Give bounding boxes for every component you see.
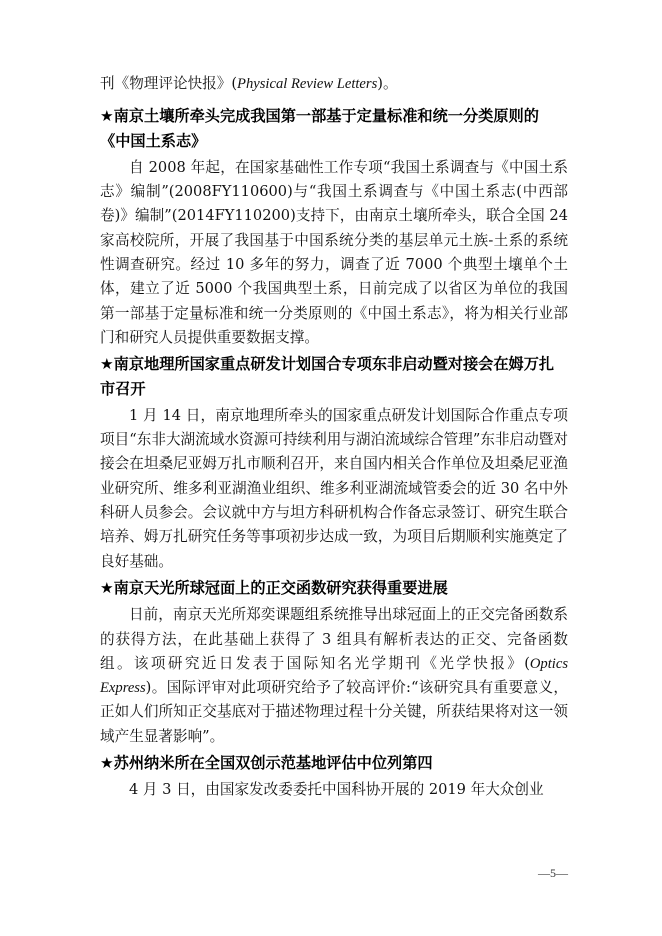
- page-number: —5—: [538, 866, 568, 880]
- section-heading: [100, 576, 568, 600]
- star-icon: ★: [100, 355, 114, 374]
- lead-journal-name: Physical Review Letters: [237, 76, 378, 92]
- lead-paragraph: [100, 72, 568, 96]
- lead-prefix: 刊《物理评论快报》(: [100, 75, 238, 92]
- news-section-geography: [100, 352, 568, 574]
- section-title: 南京地理所国家重点研发计划国合专项东非启动暨对接会在姆万扎市召开: [100, 355, 555, 398]
- news-section-nano: [100, 751, 568, 803]
- news-section-optics: [100, 576, 568, 749]
- section-body: [100, 603, 568, 749]
- section-title: 苏州纳米所在全国双创示范基地评估中位列第四: [113, 754, 433, 773]
- section-body: 自 2008 年起，在国家基础性工作专项“我国土系调查与《中国土系志》编制”(2008FY110600)与“我国土系调查与《中国土系志(中西部卷)》编制”(2014FY110200)支持下，由南京土壤所牵头，联合全国 24 家高校院所，开展了我国基于中国系统分类的基层单元土族-土系的系统性调查研究。经过 10 多年的努力，调查了近 7000 个典型土壤单个土体，建立了近 5000 个我国典型土系，日前完成了以省区为单位的我国第一部基于定量标准和统一分类原则的《中国土系志》，将为相关行业部门和研究人员提供重要数据支撑。: [100, 158, 568, 346]
- section-body-suffix: )。国际评审对此项研究给予了较高评价:“该研究具有重要意义，正如人们所知正交基底对于描述物理过程十分关键，所获结果将对这一领域产生显著影响”。: [100, 679, 568, 745]
- section-heading: [100, 352, 568, 401]
- section-title: 南京土壤所牵头完成我国第一部基于定量标准和统一分类原则的《中国土系志》: [100, 107, 539, 150]
- news-section-soil: [100, 104, 568, 350]
- journal-name: Optics Express: [100, 655, 568, 697]
- lead-suffix: )。: [377, 75, 398, 92]
- section-body: 4 月 3 日，由国家发改委委托中国科协开展的 2019 年大众创业: [129, 781, 544, 799]
- document-content: [100, 72, 568, 805]
- star-icon: ★: [100, 107, 114, 126]
- section-body: 1 月 14 日，南京地理所牵头的国家重点研发计划国际合作重点专项项目“东非大湖流域水资源可持续利用与湖泊流域综合管理”东非启动暨对接会在坦桑尼亚姆万扎市顺利召开，来自国内相关合作单位及坦桑尼亚渔业研究所、维多利亚湖渔业组织、维多利亚湖流域管委会的近 30 名中外科研人员参会。会议就中方与坦方科研机构合作备忘录签订、研究生联合培养、姆万扎研究任务等事项初步达成一致，为项目后期顺利实施奠定了良好基础。: [100, 406, 568, 570]
- star-icon: ★: [100, 578, 114, 597]
- star-icon: ★: [100, 754, 114, 773]
- section-title: 南京天光所球冠面上的正交函数研究获得重要进展: [113, 578, 448, 597]
- section-body-prefix: 日前，南京天光所郑奕课题组系统推导出球冠面上的正交完备函数系的获得方法，在此基础上获得了 3 组具有解析表达的正交、完备函数组。该项研究近日发表于国际知名光学期刊《光学快报》(: [100, 606, 568, 672]
- section-heading: [100, 751, 568, 775]
- section-heading: [100, 104, 568, 153]
